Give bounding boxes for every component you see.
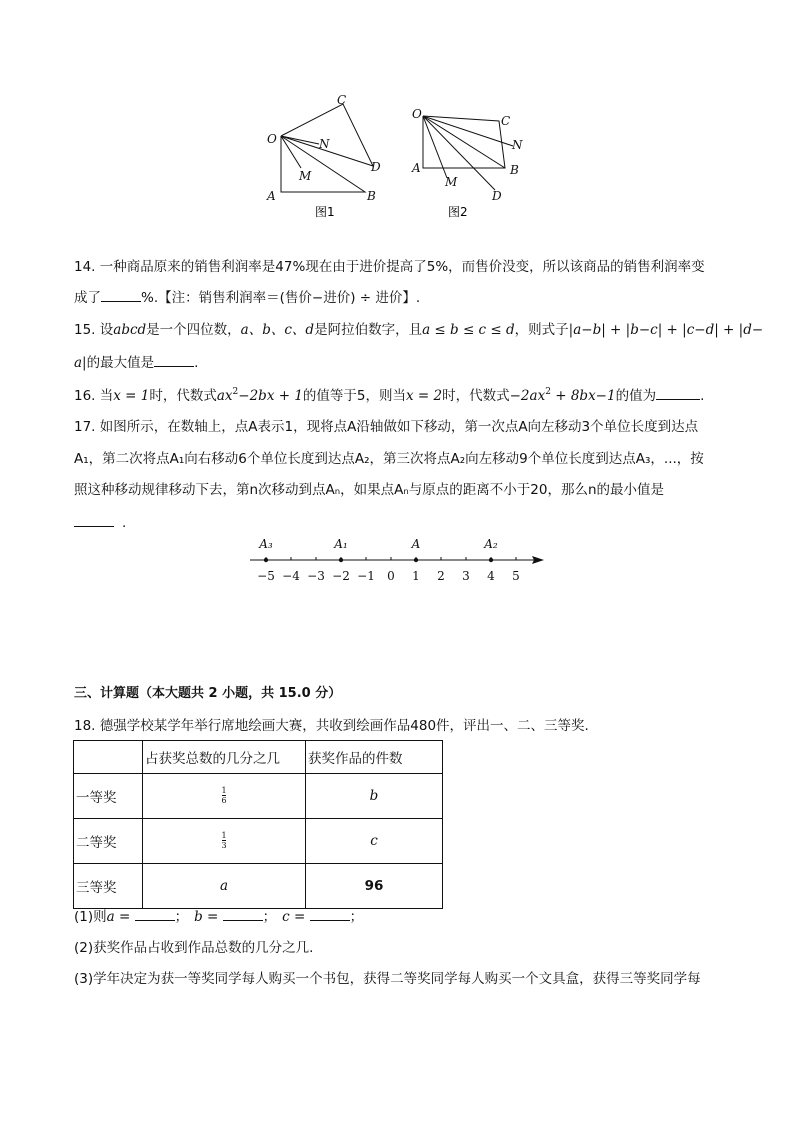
q15-expression-end: a| xyxy=(74,355,87,371)
fig1-label-m: M xyxy=(299,169,312,183)
fig1-label-n: N xyxy=(319,137,330,151)
tick-label: −3 xyxy=(307,569,325,583)
q16-x1: x = 1 xyxy=(113,388,150,404)
q15-condition: a ≤ b ≤ c ≤ d xyxy=(422,322,515,338)
fig1-label-b: B xyxy=(367,189,376,203)
q16-expr2: −2ax xyxy=(509,388,546,404)
fig2-label-a: A xyxy=(412,161,421,175)
table-header-cell xyxy=(74,741,143,774)
q15-text-2: 是一个四位数， xyxy=(146,322,241,338)
tick-label: 5 xyxy=(512,569,520,583)
q18-c-label: c = xyxy=(282,909,310,925)
q14-answer-blank[interactable] xyxy=(101,287,141,302)
separator: ； xyxy=(349,909,364,925)
q15-line2 xyxy=(74,352,198,373)
q14-text-a: 成了 xyxy=(74,290,101,306)
q18-b-blank[interactable] xyxy=(223,906,263,921)
figure-2 xyxy=(423,116,513,190)
tick-label: 2 xyxy=(437,569,445,583)
q16-expr2-rest: + 8bx−1 xyxy=(550,388,616,404)
q15-line1 xyxy=(74,320,763,340)
fraction: $\frac{1}{3}$ xyxy=(221,830,227,850)
table-row xyxy=(74,864,443,909)
point-label: A₁ xyxy=(334,537,348,551)
tick-label: 4 xyxy=(487,569,495,583)
fig1-label-d: D xyxy=(371,160,381,174)
award-table xyxy=(73,740,443,909)
q18-sub1 xyxy=(74,906,363,927)
tick-label: −1 xyxy=(357,569,375,583)
fig1-caption: 图1 xyxy=(315,205,335,219)
point-label: A₃ xyxy=(259,537,273,551)
award-share xyxy=(143,774,306,819)
tick-label: 0 xyxy=(387,569,395,583)
q14-line2 xyxy=(74,287,420,308)
fig2-label-d: D xyxy=(492,189,502,203)
q17-line2: A₁，第二次将点A₁向右移动6个单位长度到达点A₂，第三次将点A₂向左移动9个单位长度到达点A₃，...，按 xyxy=(74,451,704,467)
q18-intro: 18. 德强学校某学年举行席地绘画大赛，共收到绘画作品480件，评出一、二、三等奖. xyxy=(74,718,589,734)
q18-a-label: a = xyxy=(106,909,135,925)
award-name: 三等奖 xyxy=(74,864,143,909)
award-count: b xyxy=(306,774,443,819)
award-name: 二等奖 xyxy=(74,819,143,864)
tick-label: −2 xyxy=(332,569,350,583)
q18-b-label: b = xyxy=(194,909,223,925)
fig2-label-n: N xyxy=(512,138,523,152)
tick-label: 3 xyxy=(462,569,470,583)
tick-label: −5 xyxy=(257,569,275,583)
q17-line3: 照这种移动规律移动下去，第n次移动到点Aₙ，如果点Aₙ与原点的距离不小于20，那么n的最小值是 xyxy=(74,482,665,498)
geometry-figures xyxy=(255,88,545,223)
tick-label: −4 xyxy=(282,569,300,583)
q17-text-end: . xyxy=(122,515,127,531)
fig1-label-a: A xyxy=(267,189,276,203)
q15-text-3: 是阿拉伯数字，且 xyxy=(314,322,423,338)
award-share xyxy=(143,819,306,864)
q16-text-2: 时，代数式 xyxy=(149,388,217,404)
fig2-label-b: B xyxy=(510,163,519,177)
q15-text-4: ，则式子 xyxy=(514,322,569,338)
q15-text-6: . xyxy=(194,355,199,371)
q16-text-1: 16. 当 xyxy=(74,388,114,404)
award-name: 一等奖 xyxy=(74,774,143,819)
fig1-label-c: C xyxy=(337,93,347,107)
q18-a-blank[interactable] xyxy=(135,906,175,921)
award-count: c xyxy=(306,819,443,864)
fraction: $\frac{1}{6}$ xyxy=(221,785,227,805)
point-label: A xyxy=(411,537,421,551)
q17-line4 xyxy=(74,512,126,533)
q17-answer-blank[interactable] xyxy=(74,512,114,527)
award-share: a xyxy=(143,864,306,909)
table-row xyxy=(74,819,443,864)
q18-sub1-text: (1)则 xyxy=(74,909,107,925)
q18-c-blank[interactable] xyxy=(310,906,350,921)
point-marker xyxy=(339,558,343,562)
q16-text-4: 时，代数式 xyxy=(442,388,510,404)
tick-label: 1 xyxy=(412,569,420,583)
separator: ； xyxy=(174,909,189,925)
table-row xyxy=(74,774,443,819)
q16-answer-blank[interactable] xyxy=(656,385,700,400)
table-header-row xyxy=(74,741,443,774)
fig1-label-o: O xyxy=(267,132,277,146)
fig2-label-m: M xyxy=(445,175,458,189)
q18-sub2: (2)获奖作品占收到作品总数的几分之几. xyxy=(74,940,314,956)
q16-x2: x = 2 xyxy=(406,388,443,404)
point-marker xyxy=(414,558,418,562)
q14-line1: 14. 一种商品原来的销售利润率是47%现在由于进价提高了5%，而售价没变，所以该商品的销售利润率变 xyxy=(74,259,705,275)
q15-answer-blank[interactable] xyxy=(154,352,194,367)
table-header-cell: 占获奖总数的几分之几 xyxy=(143,741,306,774)
q18-sub3: (3)学年决定为获一等奖同学每人购买一个书包，获得二等奖同学每人购买一个文具盒，获得三等奖同学每 xyxy=(74,971,701,987)
q15-abcd: abcd xyxy=(113,322,147,338)
point-marker xyxy=(489,558,493,562)
point-marker xyxy=(264,558,268,562)
q16-line: 16. 当x = 1时，代数式$ax^2-2bx + 1$的值等于5，则当x = 2时，代数式$-2ax^2 + 8bx-1$的值为 . xyxy=(74,387,705,404)
number-line xyxy=(248,528,548,588)
q16-expr1-rest: −2bx + 1 xyxy=(238,388,303,404)
q16-text-3: 的值等于5，则当 xyxy=(302,388,407,404)
table-header-cell: 获奖作品的件数 xyxy=(306,741,443,774)
section-3-title: 三、计算题（本大题共 2 小题，共 15.0 分） xyxy=(74,686,342,701)
q16-text-5: 的值为 xyxy=(615,388,657,404)
fig2-label-c: C xyxy=(501,114,511,128)
q15-text-1: 15. 设 xyxy=(74,322,114,338)
fig2-label-o: O xyxy=(412,107,422,121)
q15-expression: |a−b| + |b−c| + |c−d| + |d− xyxy=(568,322,764,338)
q15-text-5: 的最大值是 xyxy=(86,355,155,371)
fig2-caption: 图2 xyxy=(448,205,468,219)
q16-text-6: . xyxy=(700,388,705,404)
separator: ； xyxy=(262,909,277,925)
q14-text-b: %.【注：销售利润率＝(售价−进价) ÷ 进价】. xyxy=(141,290,421,306)
point-label: A₂ xyxy=(484,537,498,551)
q15-letters: a、b、c、d xyxy=(240,322,315,338)
award-count: 96 xyxy=(306,864,443,909)
q16-expr1: ax xyxy=(216,388,233,404)
q17-line1: 17. 如图所示，在数轴上，点A表示1，现将点A沿轴做如下移动，第一次点A向左移动3个单位长度到达点 xyxy=(74,419,699,435)
